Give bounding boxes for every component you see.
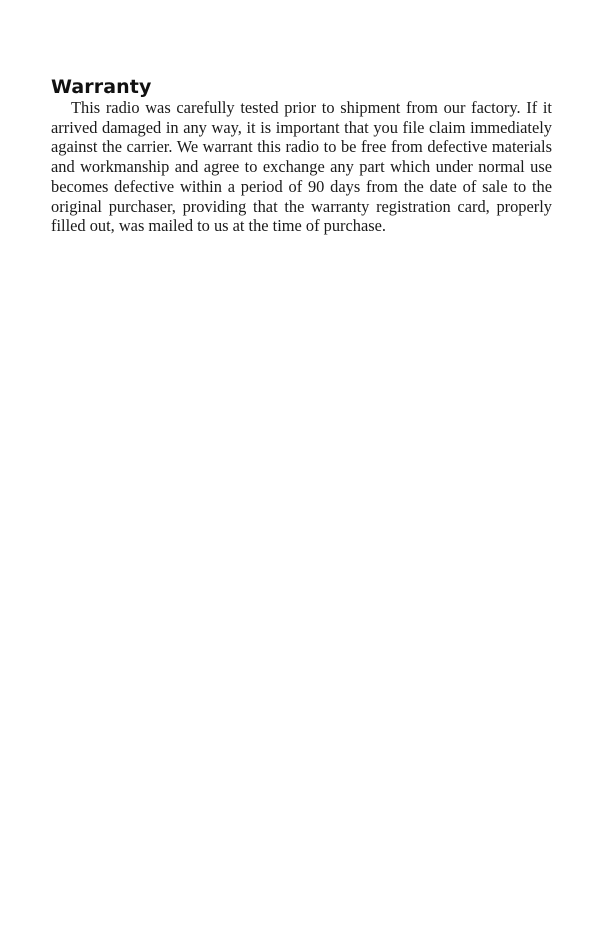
warranty-paragraph: This radio was carefully tested prior to shipment from our factory. If it arrived damaged in any way, it is important that you file claim immediately against the carrier. We warrant this radio to be free from defective materials and workmanship and agree to exchange any part which under normal use becomes defective within a period of 90 days from the date of sale to the original purchaser, providing that the warranty registration card, properly filled out, was mailed to us at the time of purchase. (51, 98, 552, 236)
warranty-section (51, 76, 552, 236)
section-heading: Warranty (51, 76, 152, 98)
